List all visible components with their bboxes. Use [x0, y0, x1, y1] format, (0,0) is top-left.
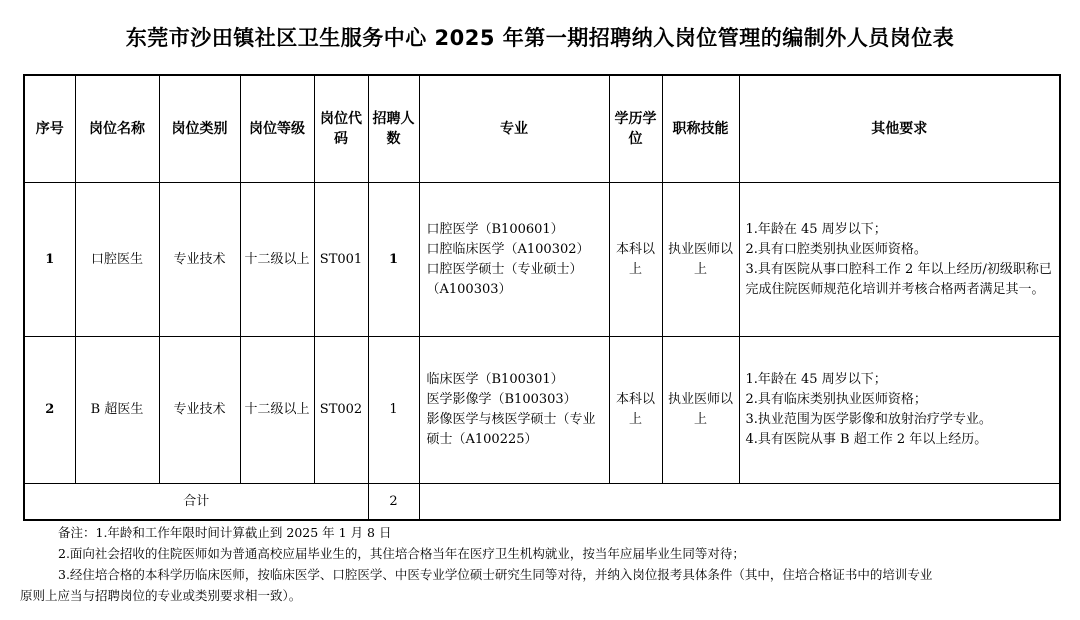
row-recruit-count: 1	[368, 183, 419, 337]
header-other-requirements: 其他要求	[739, 75, 1060, 183]
row-other-requirements	[739, 183, 1060, 337]
row-major	[419, 183, 609, 337]
requirement-item: 3.执业范围为医学影像和放射治疗学专业。	[745, 412, 992, 427]
row-education: 本科以上	[609, 337, 662, 484]
row-other-requirements	[739, 337, 1060, 484]
requirement-item: 4.具有医院从事 B 超工作 2 年以上经历。	[745, 432, 988, 447]
total-empty	[419, 484, 1060, 521]
header-position-category: 岗位类别	[159, 75, 240, 183]
row-education: 本科以上	[609, 183, 662, 337]
requirement-item: 3.具有医院从事口腔科工作 2 年以上经历/初级职称已完成住院医师规范化培训并考核合格两者满足其一。	[745, 261, 1052, 297]
row-title-skill: 执业医师以上	[662, 183, 739, 337]
row-position-category: 专业技术	[159, 337, 240, 484]
row-position-code: ST001	[314, 183, 368, 337]
header-position-grade: 岗位等级	[240, 75, 314, 183]
header-major: 专业	[419, 75, 609, 183]
total-row	[24, 484, 1060, 521]
row-position-grade: 十二级以上	[240, 337, 314, 484]
row-position-name: 口腔医生	[75, 183, 159, 337]
table-header-row	[24, 75, 1060, 183]
note-item: 备注：1.年龄和工作年限时间计算截止到 2025 年 1 月 8 日	[58, 525, 392, 540]
header-education: 学历学位	[609, 75, 662, 183]
requirement-item: 1.年龄在 45 周岁以下；	[745, 372, 887, 387]
major-item: 影像医学与核医学硕士（专业硕士（A100225）	[426, 412, 596, 447]
note-item: 3.经住培合格的本科学历临床医师，按临床医学、口腔医学、中医专业学位硕士研究生同等对待，并纳入岗位报考具体条件（其中，住培合格证书中的培训专业	[58, 567, 933, 582]
requirement-item: 1.年龄在 45 周岁以下；	[745, 221, 887, 237]
major-item: 口腔医学硕士（专业硕士）（A100303）	[426, 261, 583, 297]
row-position-code: ST002	[314, 337, 368, 484]
table-row	[24, 337, 1060, 484]
major-item: 口腔医学（B100601）	[426, 221, 564, 237]
note-item: 2.面向社会招收的住院医师如为普通高校应届毕业生的，其住培合格当年在医疗卫生机构就业，按当年应届毕业生同等对待；	[58, 546, 745, 561]
row-position-grade: 十二级以上	[240, 183, 314, 337]
total-label: 合计	[24, 484, 368, 521]
positions-table	[23, 74, 1061, 521]
row-major	[419, 337, 609, 484]
row-index: 2	[24, 337, 75, 484]
row-position-category: 专业技术	[159, 183, 240, 337]
note-item: 原则上应当与招聘岗位的专业或类别要求相一致）。	[20, 588, 302, 603]
page-title: 东莞市沙田镇社区卫生服务中心 2025 年第一期招聘纳入岗位管理的编制外人员岗位表	[125, 26, 955, 50]
total-count: 2	[368, 484, 419, 521]
header-title-skill: 职称技能	[662, 75, 739, 183]
header-position-name: 岗位名称	[75, 75, 159, 183]
row-recruit-count: 1	[368, 337, 419, 484]
row-index: 1	[24, 183, 75, 337]
header-position-code: 岗位代码	[314, 75, 368, 183]
major-item: 临床医学（B100301）	[426, 372, 564, 387]
major-item: 口腔临床医学（A100302）	[426, 241, 590, 257]
major-item: 医学影像学（B100303）	[426, 392, 577, 407]
notes-section	[20, 522, 1065, 606]
requirement-item: 2.具有临床类别执业医师资格；	[745, 392, 927, 407]
row-position-name: B 超医生	[75, 337, 159, 484]
header-index: 序号	[24, 75, 75, 183]
table-row	[24, 183, 1060, 337]
header-recruit-count: 招聘人数	[368, 75, 419, 183]
row-title-skill: 执业医师以上	[662, 337, 739, 484]
requirement-item: 2.具有口腔类别执业医师资格。	[745, 241, 927, 257]
